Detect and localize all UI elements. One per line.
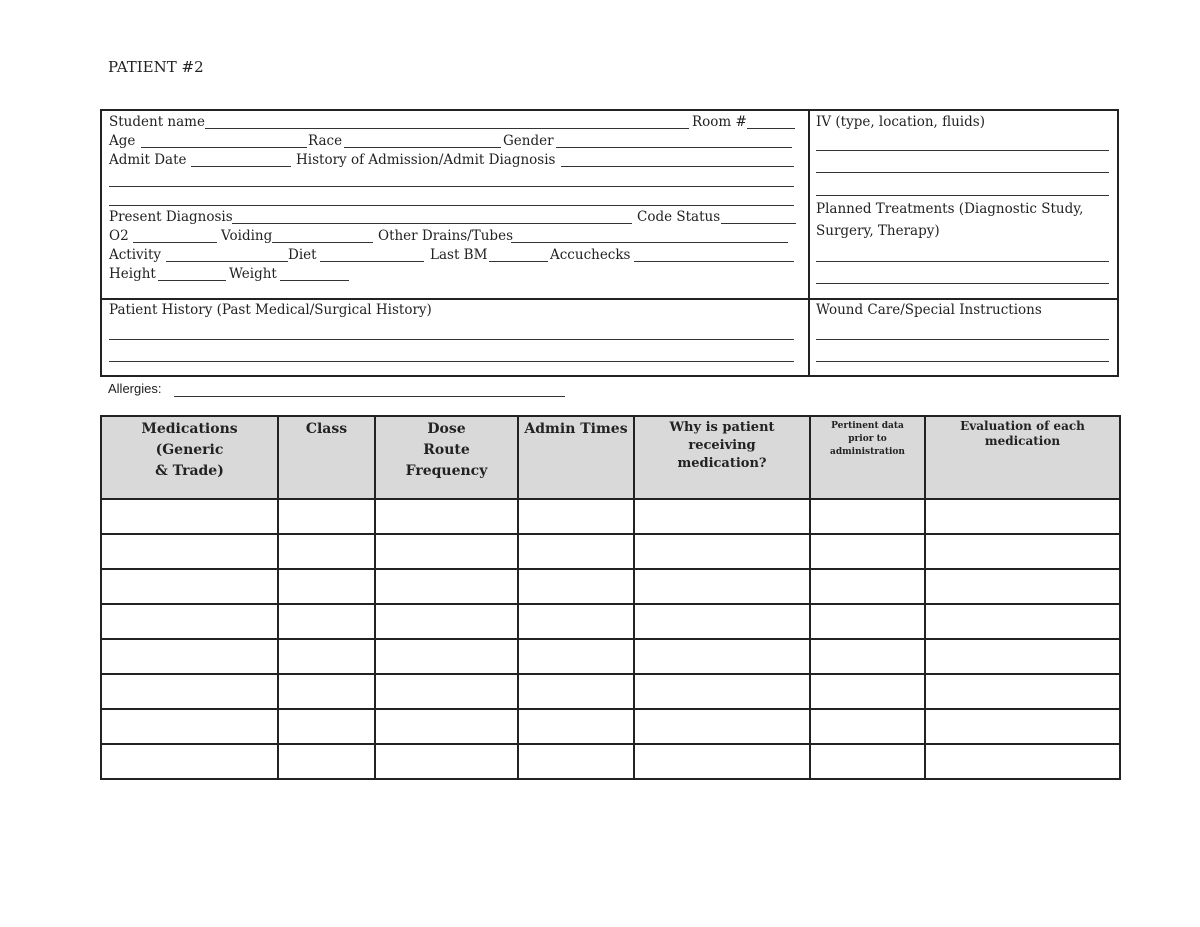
- patient-info-grid: [100, 109, 1119, 377]
- header-line: administration: [830, 447, 905, 457]
- last-bm-label: Last BM: [430, 247, 488, 263]
- cell-evaluation[interactable]: [925, 499, 1120, 534]
- wound-care-label: Wound Care/Special Instructions: [816, 302, 1042, 318]
- header-line: & Trade): [155, 463, 224, 479]
- cell-medication[interactable]: [101, 534, 278, 569]
- header-line: Route: [423, 442, 470, 458]
- height-field[interactable]: [158, 280, 226, 281]
- diet-label: Diet: [288, 247, 317, 263]
- column-header-class: Class: [278, 416, 375, 499]
- weight-field[interactable]: [280, 280, 349, 281]
- cell-reason[interactable]: [634, 674, 810, 709]
- cell-medication[interactable]: [101, 639, 278, 674]
- cell-dose[interactable]: [375, 534, 518, 569]
- cell-dose[interactable]: [375, 569, 518, 604]
- planned-treatments-field[interactable]: [816, 283, 1109, 284]
- table-row: [101, 569, 1120, 604]
- header-line: Frequency: [405, 463, 488, 479]
- header-line: Pertinent data: [831, 421, 904, 431]
- other-drains-label: Other Drains/Tubes: [378, 228, 513, 244]
- planned-treatments-field[interactable]: [816, 261, 1109, 262]
- medications-table-body: [101, 499, 1120, 779]
- iv-field[interactable]: [816, 195, 1109, 196]
- patient-history-label: Patient History (Past Medical/Surgical History): [109, 302, 432, 318]
- cell-admin-times[interactable]: [518, 639, 634, 674]
- iv-label: IV (type, location, fluids): [816, 114, 985, 130]
- age-label: Age: [109, 133, 136, 149]
- student-name-label: Student name: [109, 114, 205, 130]
- code-status-label: Code Status: [637, 209, 721, 225]
- grid-divider-horizontal: [102, 298, 1117, 300]
- cell-admin-times[interactable]: [518, 534, 634, 569]
- room-field[interactable]: [747, 128, 795, 129]
- table-row: [101, 499, 1120, 534]
- column-header-evaluation: Evaluation of each medication: [925, 416, 1120, 499]
- cell-medication[interactable]: [101, 744, 278, 779]
- admit-date-label: Admit Date: [109, 152, 187, 168]
- cell-pertinent-data[interactable]: [810, 604, 925, 639]
- cell-dose[interactable]: [375, 744, 518, 779]
- other-drains-field[interactable]: [511, 242, 788, 243]
- allergies-label: Allergies:: [108, 381, 162, 396]
- o2-label: O2: [109, 228, 129, 244]
- weight-label: Weight: [229, 266, 277, 282]
- last-bm-field[interactable]: [489, 261, 548, 262]
- medications-table: [100, 415, 1121, 780]
- cell-reason[interactable]: [634, 569, 810, 604]
- cell-admin-times[interactable]: [518, 569, 634, 604]
- cell-medication[interactable]: [101, 709, 278, 744]
- cell-pertinent-data[interactable]: [810, 674, 925, 709]
- planned-treatments-label: Planned Treatments (Diagnostic Study,: [816, 201, 1084, 217]
- page-title: PATIENT #2: [108, 58, 204, 76]
- table-row: [101, 534, 1120, 569]
- table-row: [101, 604, 1120, 639]
- accuchecks-label: Accuchecks: [550, 247, 631, 263]
- cell-class[interactable]: [278, 499, 375, 534]
- cell-pertinent-data[interactable]: [810, 569, 925, 604]
- cell-medication[interactable]: [101, 569, 278, 604]
- cell-medication[interactable]: [101, 499, 278, 534]
- cell-pertinent-data[interactable]: [810, 709, 925, 744]
- cell-admin-times[interactable]: [518, 604, 634, 639]
- cell-evaluation[interactable]: [925, 639, 1120, 674]
- table-row: [101, 709, 1120, 744]
- header-line: Medications (Generic: [141, 421, 238, 458]
- cell-admin-times[interactable]: [518, 709, 634, 744]
- activity-field[interactable]: [166, 261, 288, 262]
- present-diagnosis-field[interactable]: [232, 223, 632, 224]
- gender-field[interactable]: [556, 147, 792, 148]
- code-status-field[interactable]: [721, 223, 796, 224]
- cell-evaluation[interactable]: [925, 674, 1120, 709]
- header-line: Why is patient receiving: [669, 420, 775, 453]
- cell-class[interactable]: [278, 639, 375, 674]
- cell-pertinent-data[interactable]: [810, 744, 925, 779]
- table-row: [101, 674, 1120, 709]
- student-name-field[interactable]: [205, 128, 689, 129]
- column-header-admin-times: Admin Times: [518, 416, 634, 499]
- cell-dose[interactable]: [375, 499, 518, 534]
- header-line: Dose: [427, 421, 466, 437]
- column-header-why: [634, 416, 810, 499]
- cell-pertinent-data[interactable]: [810, 499, 925, 534]
- column-header-dose: [375, 416, 518, 499]
- cell-class[interactable]: [278, 674, 375, 709]
- cell-class[interactable]: [278, 709, 375, 744]
- table-row: [101, 744, 1120, 779]
- history-admission-field[interactable]: [561, 166, 794, 167]
- cell-admin-times[interactable]: [518, 674, 634, 709]
- iv-field[interactable]: [816, 172, 1109, 173]
- cell-class[interactable]: [278, 744, 375, 779]
- cell-pertinent-data[interactable]: [810, 639, 925, 674]
- cell-class[interactable]: [278, 604, 375, 639]
- cell-admin-times[interactable]: [518, 744, 634, 779]
- cell-evaluation[interactable]: [925, 709, 1120, 744]
- cell-class[interactable]: [278, 534, 375, 569]
- cell-pertinent-data[interactable]: [810, 534, 925, 569]
- cell-evaluation[interactable]: [925, 569, 1120, 604]
- history-admission-line[interactable]: [109, 186, 794, 187]
- diet-field[interactable]: [320, 261, 424, 262]
- header-line: prior to: [848, 434, 887, 444]
- height-label: Height: [109, 266, 156, 282]
- cell-medication[interactable]: [101, 604, 278, 639]
- accuchecks-field[interactable]: [634, 261, 794, 262]
- grid-divider-vertical: [808, 111, 810, 375]
- race-field[interactable]: [344, 147, 501, 148]
- planned-treatments-label-cont: Surgery, Therapy): [816, 223, 940, 239]
- history-admission-line[interactable]: [109, 205, 794, 206]
- cell-reason[interactable]: [634, 744, 810, 779]
- cell-evaluation[interactable]: [925, 744, 1120, 779]
- cell-reason[interactable]: [634, 499, 810, 534]
- column-header-medications: [101, 416, 278, 499]
- cell-evaluation[interactable]: [925, 604, 1120, 639]
- cell-medication[interactable]: [101, 674, 278, 709]
- cell-evaluation[interactable]: [925, 534, 1120, 569]
- cell-reason[interactable]: [634, 709, 810, 744]
- cell-dose[interactable]: [375, 674, 518, 709]
- table-header-row: [101, 416, 1120, 499]
- voiding-field[interactable]: [272, 242, 373, 243]
- age-field[interactable]: [141, 147, 307, 148]
- gender-label: Gender: [503, 133, 554, 149]
- header-line: medication?: [677, 456, 767, 471]
- history-admission-label: History of Admission/Admit Diagnosis: [296, 152, 556, 168]
- activity-label: Activity: [109, 247, 162, 263]
- admit-date-field[interactable]: [191, 166, 291, 167]
- patient-history-field[interactable]: [109, 339, 794, 340]
- cell-class[interactable]: [278, 569, 375, 604]
- wound-care-field[interactable]: [816, 361, 1109, 362]
- cell-dose[interactable]: [375, 709, 518, 744]
- wound-care-field[interactable]: [816, 339, 1109, 340]
- o2-field[interactable]: [133, 242, 217, 243]
- allergies-field[interactable]: [174, 396, 565, 397]
- present-diagnosis-label: Present Diagnosis: [109, 209, 233, 225]
- voiding-label: Voiding: [221, 228, 273, 244]
- cell-reason[interactable]: [634, 639, 810, 674]
- cell-reason[interactable]: [634, 604, 810, 639]
- patient-history-field[interactable]: [109, 361, 794, 362]
- column-header-pertinent-data: [810, 416, 925, 499]
- table-row: [101, 639, 1120, 674]
- cell-reason[interactable]: [634, 534, 810, 569]
- cell-dose[interactable]: [375, 639, 518, 674]
- room-label: Room #: [692, 114, 747, 130]
- cell-admin-times[interactable]: [518, 499, 634, 534]
- iv-field[interactable]: [816, 150, 1109, 151]
- cell-dose[interactable]: [375, 604, 518, 639]
- race-label: Race: [308, 133, 343, 149]
